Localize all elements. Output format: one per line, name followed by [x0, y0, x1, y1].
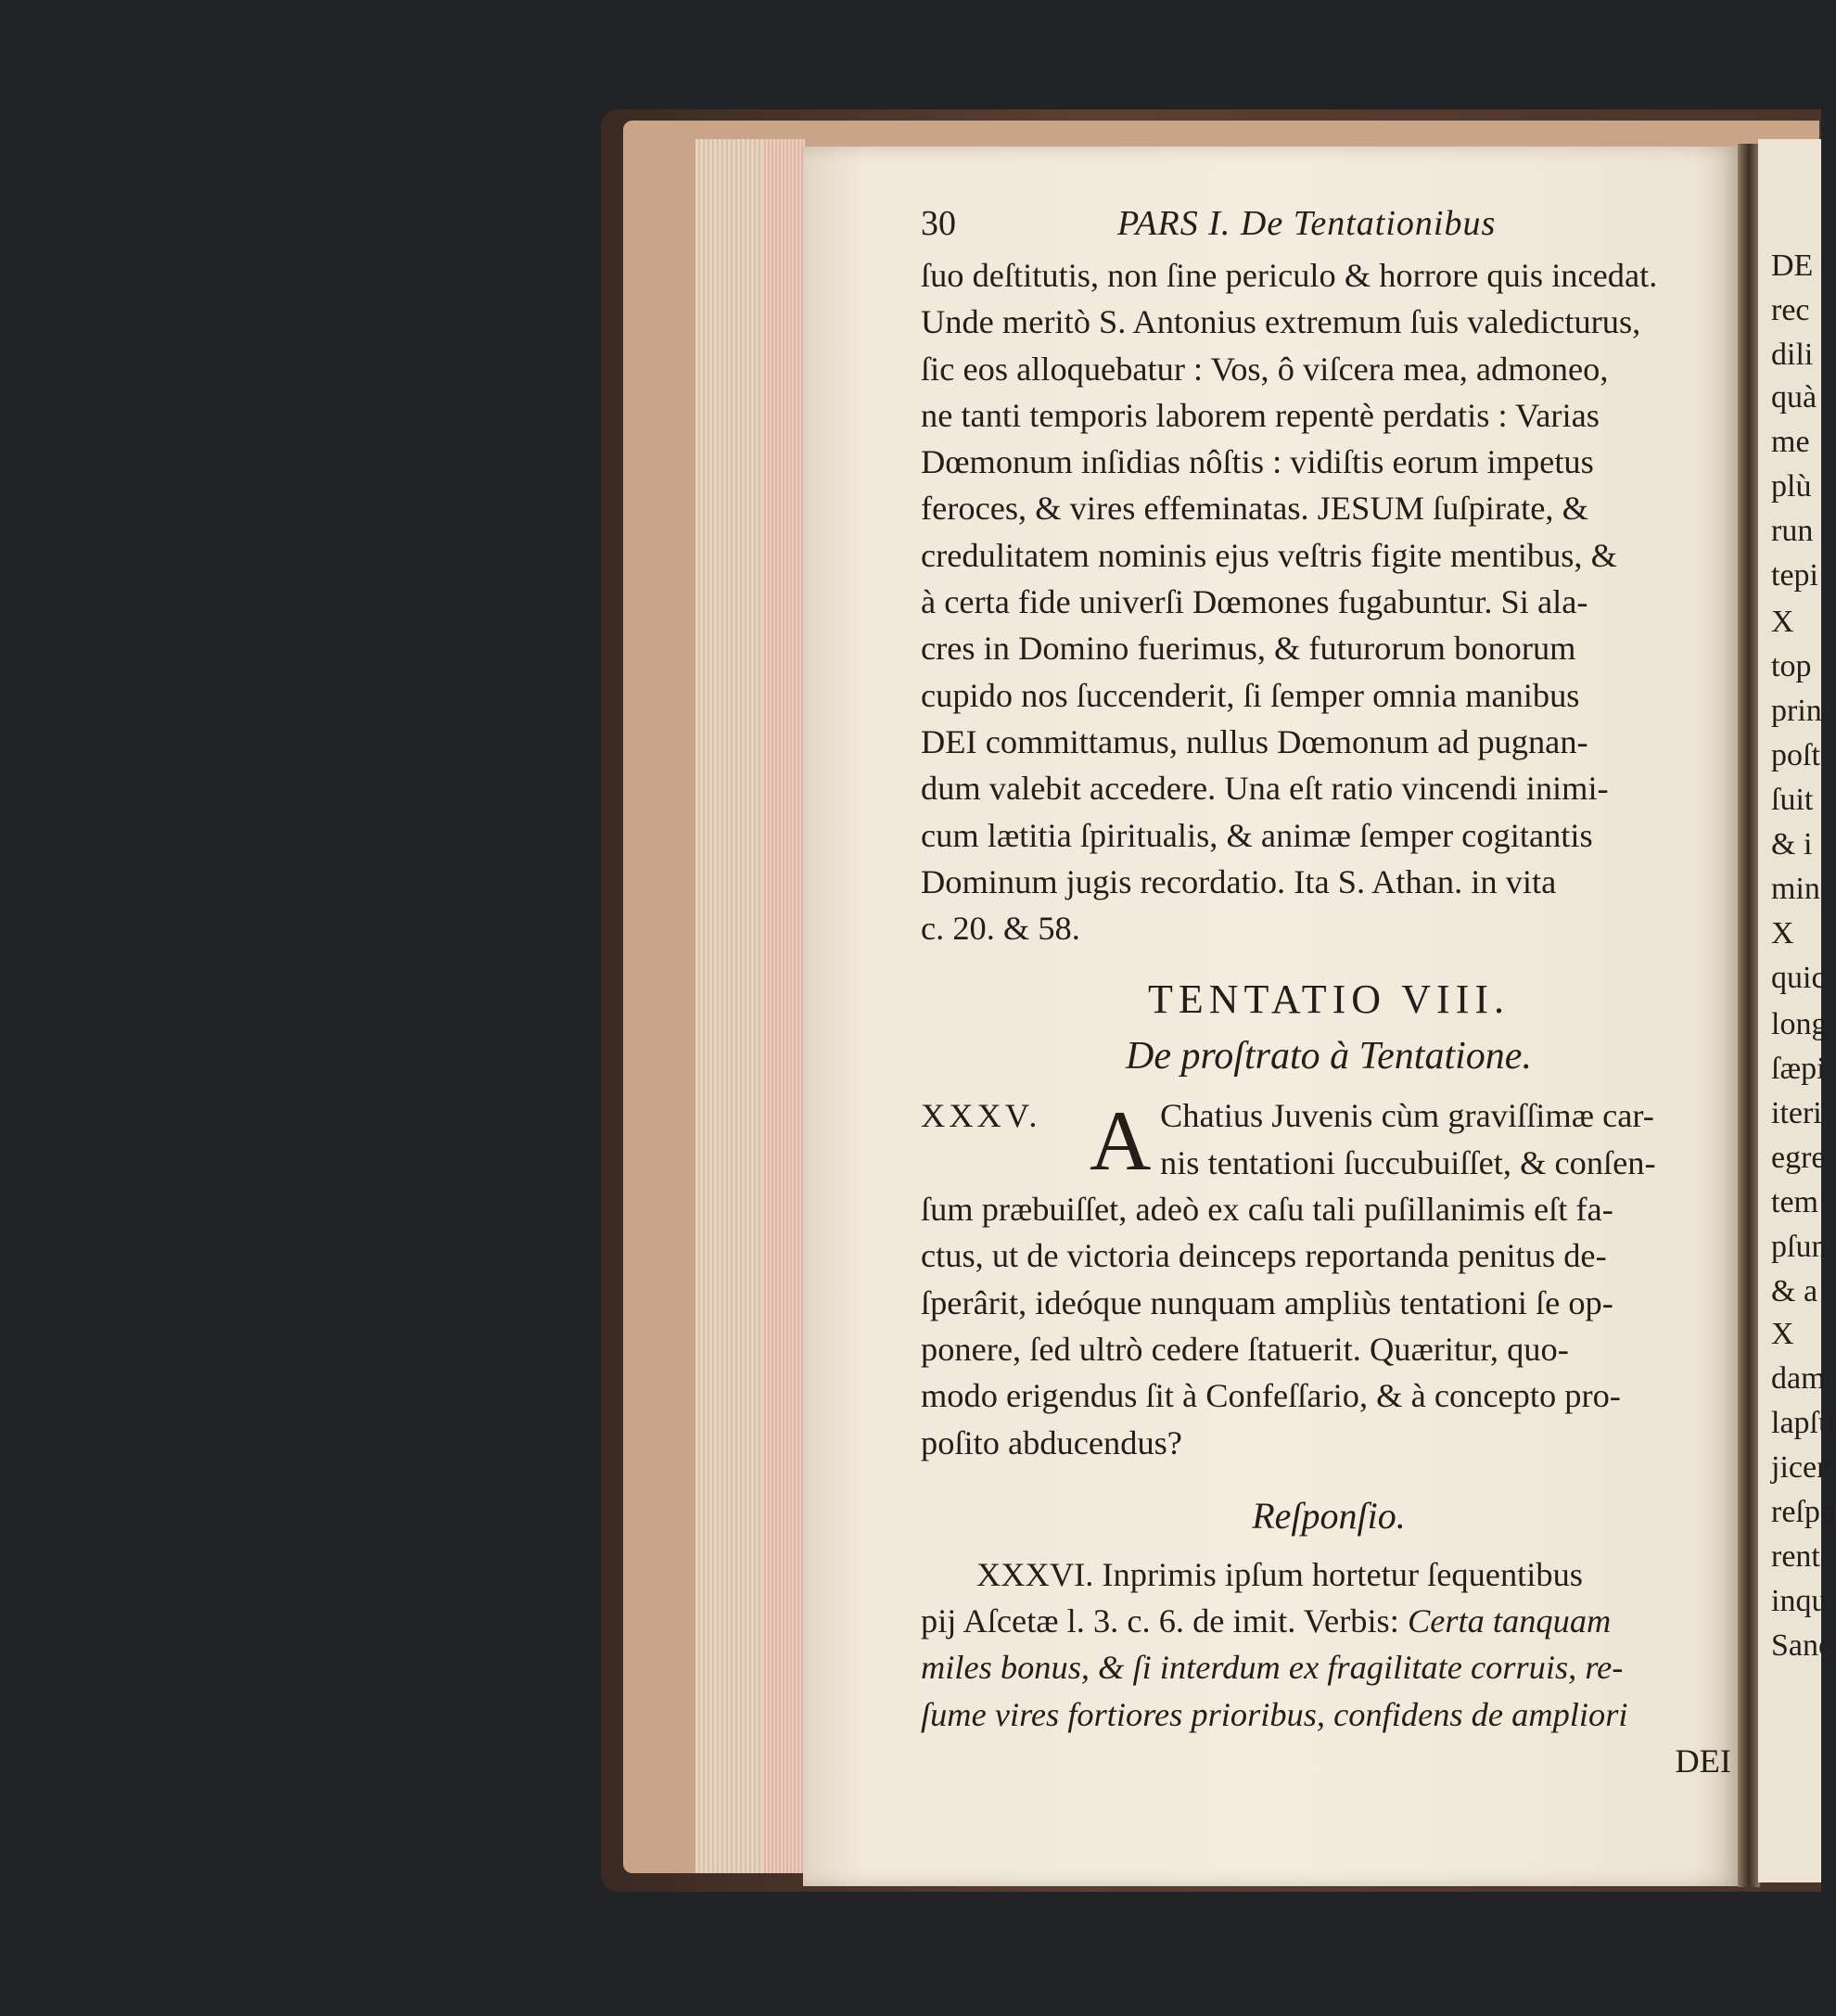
- text-line: poſito abducendus?: [921, 1423, 1182, 1461]
- text-line: Chatius Juvenis cùm graviſſimæ car-: [1160, 1097, 1654, 1135]
- facing-page-fragment: tem: [1771, 1185, 1818, 1219]
- facing-page-fragment: X: [1771, 916, 1794, 951]
- page-number: 30: [921, 204, 956, 243]
- top-paragraph: [921, 252, 1737, 951]
- facing-page-fragment: long: [1771, 1007, 1828, 1041]
- facing-page-fragment: top: [1771, 649, 1812, 683]
- catchword: DEI: [1675, 1742, 1731, 1780]
- text-line: cupido nos ſuccenderit, ſi ſemper omnia manibus: [921, 676, 1580, 714]
- facing-page-fragment: plù: [1771, 469, 1812, 504]
- text-run: pij Aſcetæ l. 3. c. 6. de imit. Verbis:: [921, 1602, 1408, 1640]
- section-heading: TENTATIO VIII.: [1147, 976, 1511, 1023]
- page-edges: [695, 139, 805, 1873]
- page-text: [921, 200, 1737, 1784]
- facing-page-fragment: iteri: [1771, 1096, 1822, 1130]
- text-line: [921, 1598, 1737, 1644]
- facing-page-fragment: ſæpi: [1771, 1052, 1826, 1086]
- drop-cap: A: [1090, 1093, 1152, 1189]
- responsio-heading: Reſponſio.: [1252, 1494, 1406, 1537]
- paragraph-number: XXXV.: [921, 1097, 1041, 1135]
- text-line: cres in Domino fuerimus, & futurorum bonorum: [921, 630, 1576, 668]
- text-line: Dominum jugis recordatio. Ita S. Athan. in vita: [921, 862, 1557, 900]
- italic-quote: Certa tanquam: [1407, 1602, 1612, 1640]
- facing-page-fragment: quic: [1771, 961, 1826, 995]
- facing-page-fragment: & a: [1771, 1274, 1818, 1308]
- text-line: credulitatem nominis ejus veſtris figite mentibus, &: [921, 536, 1617, 574]
- text-line: dum valebit accedere. Una eſt ratio vincendi inimi-: [921, 770, 1609, 808]
- facing-page-fragment: X: [1771, 605, 1794, 639]
- facing-page-fragment: & i: [1771, 827, 1813, 861]
- facing-page-fragment: dili: [1771, 338, 1814, 372]
- facing-page-fragment: inqu: [1771, 1584, 1828, 1618]
- facing-page-fragment: Sanc: [1771, 1628, 1833, 1663]
- book-gutter: [1738, 144, 1760, 1887]
- facing-page-fragment: prin: [1771, 694, 1822, 728]
- facing-page-fragment: rent: [1771, 1539, 1820, 1574]
- facing-page-fragment: poſt: [1771, 738, 1820, 772]
- facing-page-fragment: X: [1771, 1317, 1794, 1351]
- facing-page-fragment: min: [1771, 872, 1820, 906]
- text-line: modo erigendus ſit à Confeſſario, & à concepto pro-: [921, 1377, 1621, 1415]
- facing-page-fragment: tepi: [1771, 558, 1818, 593]
- facing-page-fragment: pſun: [1771, 1230, 1828, 1264]
- text-line: nis tentationi ſuccubuiſſet, & conſen-: [1160, 1143, 1656, 1181]
- facing-page: [1758, 139, 1836, 1882]
- text-line: ſum præbuiſſet, adeò ex caſu tali puſillanimis eſt fa-: [921, 1191, 1613, 1229]
- text-line: Unde meritò S. Antonius extremum ſuis valedicturus,: [921, 303, 1641, 341]
- paragraph-35: [921, 1092, 1737, 1465]
- facing-page-fragment: DE: [1771, 249, 1814, 283]
- page-header: [921, 200, 1737, 252]
- facing-page-fragment: dam: [1771, 1361, 1826, 1396]
- text-line: feroces, & vires effeminatas. JESUM ſuſpirate, &: [921, 490, 1588, 528]
- text-line: à certa fide univerſi Dœmones fugabuntur. Si ala-: [921, 583, 1588, 621]
- text-line: ctus, ut de victoria deinceps reportanda penitus de-: [921, 1237, 1607, 1275]
- text-line: c. 20. & 58.: [921, 910, 1080, 948]
- paragraph-36: [921, 1551, 1737, 1738]
- text-line: ſuo deſtitutis, non ſine periculo & horrore quis incedat.: [921, 257, 1658, 294]
- facing-page-fragment: run: [1771, 514, 1814, 548]
- text-line: XXXVI. Inprimis ipſum hortetur ſequentibus: [976, 1555, 1583, 1593]
- text-line: ſic eos alloquebatur : Vos, ô viſcera mea, admoneo,: [921, 350, 1609, 388]
- facing-page-fragment: rec: [1771, 293, 1810, 327]
- facing-page-fragment: quà: [1771, 380, 1817, 415]
- facing-page-fragment: lapſu: [1771, 1406, 1834, 1440]
- text-line: ponere, ſed ultrò cedere ſtatuerit. Quæritur, quo-: [921, 1330, 1569, 1368]
- facing-page-fragment: ſuit: [1771, 783, 1814, 817]
- facing-page-fragment: reſpo: [1771, 1495, 1836, 1529]
- text-line: ne tanti temporis laborem repentè perdatis : Varias: [921, 396, 1600, 434]
- text-line: miles bonus, & ſi interdum ex fragilitate corruis, re-: [921, 1649, 1624, 1687]
- section-subheading: De proſtrato à Tentatione.: [1126, 1035, 1532, 1078]
- facing-page-fragment: jicer: [1771, 1450, 1828, 1485]
- text-line: ſume vires fortiores prioribus, confidens de ampliori: [921, 1695, 1628, 1733]
- text-line: ſperârit, ideóque nunquam ampliùs tentationi ſe op-: [921, 1283, 1613, 1321]
- text-line: DEI committamus, nullus Dœmonum ad pugnan-: [921, 722, 1588, 760]
- text-line: Dœmonum inſidias nôſtis : vidiſtis eorum impetus: [921, 443, 1594, 481]
- facing-page-fragment: me: [1771, 425, 1810, 459]
- running-head: PARS I. De Tentationibus: [1117, 204, 1497, 243]
- text-line: cum lætitia ſpiritualis, & animæ ſemper cogitantis: [921, 816, 1593, 854]
- facing-page-fragment: egre: [1771, 1141, 1826, 1175]
